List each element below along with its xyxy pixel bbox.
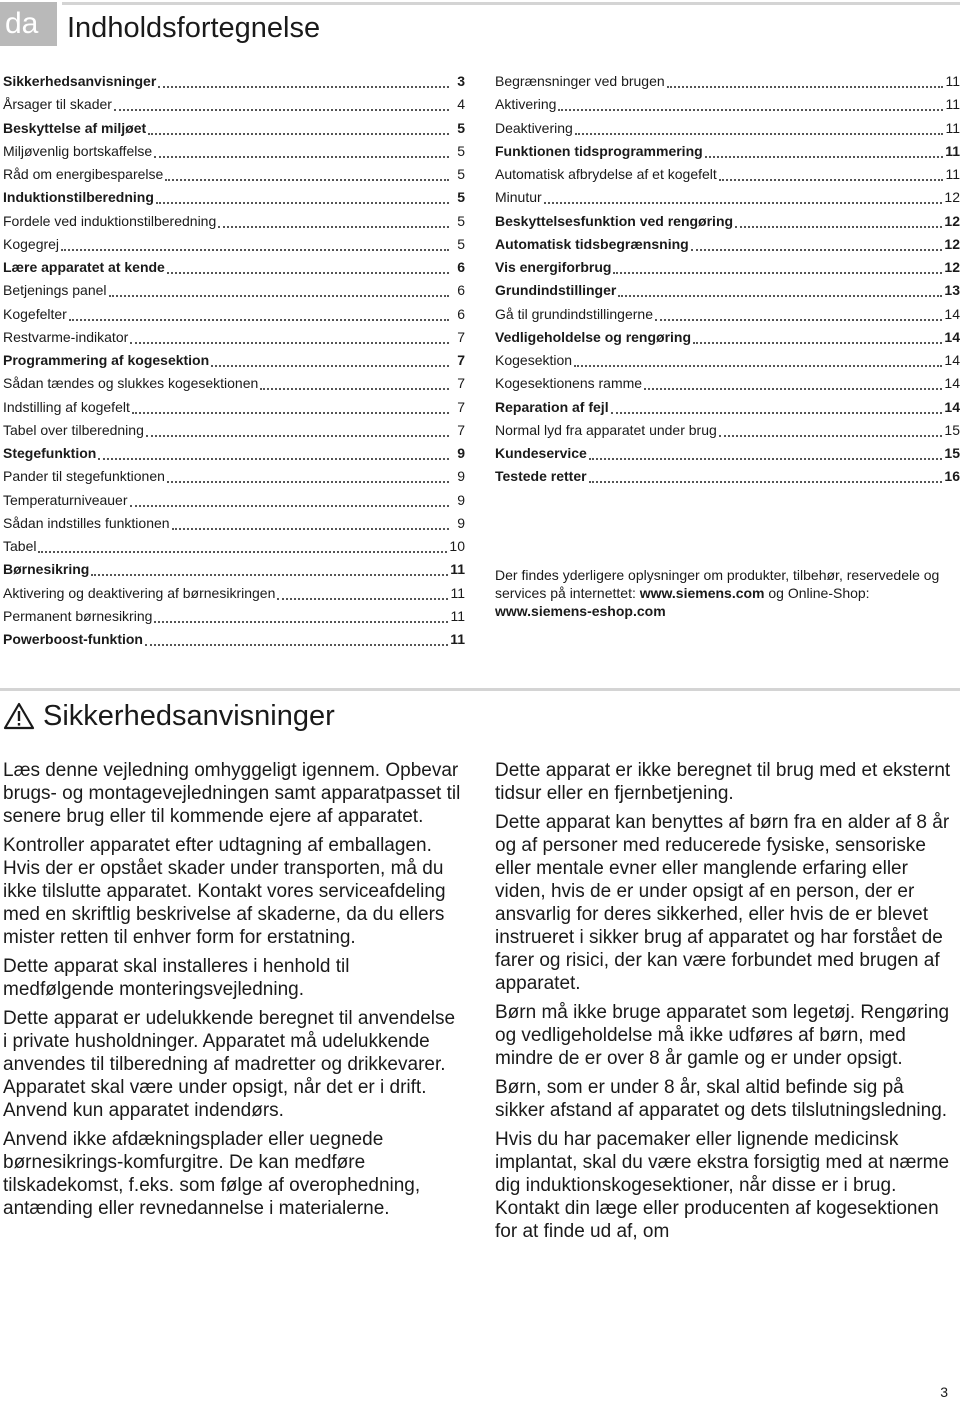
- toc-entry-label: Lære apparatet at kende: [3, 259, 165, 275]
- toc-entry-page: 5: [457, 212, 465, 229]
- toc-entry[interactable]: [495, 208, 960, 231]
- toc-leader-dots: [705, 140, 944, 158]
- toc-entry[interactable]: [3, 91, 465, 114]
- toc-entry-label: Funktionen tidsprogrammering: [495, 142, 703, 159]
- toc-entry-page: 7: [457, 328, 465, 345]
- toc-leader-dots: [130, 326, 449, 344]
- toc-leader-dots: [69, 303, 449, 321]
- toc-left-column: [3, 68, 465, 649]
- toc-leader-dots: [719, 419, 943, 437]
- toc-entry[interactable]: [495, 277, 960, 300]
- toc-entry-label: Beskyttelse af miljøet: [3, 119, 147, 136]
- toc-leader-dots: [130, 489, 449, 507]
- toc-entry-page: 7: [457, 421, 465, 438]
- safety-paragraph: Børn må ikke bruge apparatet som legetøj. Rengøring og vedligeholdelse må ikke udføres af børn, med mindre de er over 8 år gamle og er under opsigt.: [495, 1002, 950, 1069]
- toc-entry[interactable]: [3, 115, 465, 138]
- toc-entry-page: 5: [457, 166, 465, 182]
- toc-entry[interactable]: [495, 394, 960, 417]
- toc-entry-label: Kogesektionens ramme: [495, 375, 643, 392]
- toc-entry-label: Permanent børnesikring: [3, 607, 153, 624]
- toc-entry-page: 13: [944, 282, 960, 299]
- toc-entry-label: Automatisk tidsbegrænsning: [495, 235, 689, 252]
- toc-leader-dots: [172, 512, 449, 530]
- toc-entry-page: 14: [944, 305, 960, 322]
- toc-entry-page: 11: [945, 166, 960, 182]
- toc-entry-label: Aktivering og deaktivering af børnesikringen: [3, 584, 276, 601]
- toc-entry-page: 11: [945, 119, 960, 136]
- toc-entry[interactable]: [3, 487, 465, 510]
- more-info-note: [495, 566, 957, 620]
- toc-entry-label: Tabel: [3, 538, 37, 554]
- toc-entry-label: Stegefunktion: [3, 445, 97, 461]
- toc-entry[interactable]: [495, 347, 960, 370]
- toc-entry[interactable]: [3, 603, 465, 626]
- toc-entry-page: 5: [457, 235, 465, 252]
- toc-entry-label: Aktivering: [495, 96, 557, 113]
- toc-entry[interactable]: [495, 138, 960, 161]
- website-link[interactable]: www.siemens.com: [639, 585, 765, 601]
- toc-entry-label: Testede retter: [495, 468, 587, 485]
- more-info-text-2: og Online-Shop:: [764, 585, 870, 601]
- header-rule: [62, 2, 960, 5]
- toc-leader-dots: [158, 70, 449, 88]
- safety-paragraph: Dette apparat er udelukkende beregnet til anvendelse i private husholdninger. Apparatet må udelukkende anvendes til tilberedning af madretter og drikkevarer. Apparatet skal være under opsigt, når det er i drift. Anvend kun apparatet indendørs.: [3, 1008, 456, 1121]
- toc-entry-label: Temperaturniveauer: [3, 491, 128, 508]
- toc-leader-dots: [719, 163, 944, 181]
- toc-entry-label: Deaktivering: [495, 119, 573, 136]
- toc-leader-dots: [589, 465, 943, 483]
- eshop-link[interactable]: www.siemens-eshop.com: [495, 603, 666, 619]
- toc-leader-dots: [589, 442, 943, 460]
- toc-entry[interactable]: [3, 580, 465, 603]
- toc-entry-page: 7: [457, 398, 465, 415]
- safety-heading: [3, 697, 335, 735]
- toc-entry[interactable]: [495, 301, 960, 324]
- toc-entry[interactable]: [495, 161, 960, 184]
- toc-entry[interactable]: [3, 254, 465, 277]
- toc-entry-page: 5: [457, 189, 465, 206]
- toc-leader-dots: [156, 186, 449, 204]
- safety-paragraph: Dette apparat er ikke beregnet til brug med et eksternt tidsur eller en fjernbetjening.: [495, 760, 951, 804]
- toc-leader-dots: [98, 442, 449, 460]
- toc-entry-label: Årsager til skader: [3, 96, 112, 113]
- toc-entry-label: Kundeservice: [495, 445, 587, 461]
- page-number: 3: [940, 1384, 948, 1400]
- toc-entry-page: 11: [450, 631, 465, 647]
- toc-entry-page: 11: [450, 607, 465, 624]
- toc-entry-label: Minutur: [495, 189, 542, 206]
- toc-entry-label: Børnesikring: [3, 561, 90, 578]
- toc-leader-dots: [691, 233, 943, 251]
- toc-entry[interactable]: [3, 161, 465, 184]
- safety-right-column: [495, 759, 957, 1249]
- toc-entry-label: Tabel over tilberedning: [3, 421, 144, 438]
- toc-entry[interactable]: [3, 417, 465, 440]
- safety-paragraph: Kontroller apparatet efter udtagning af emballagen. Hvis der er opstået skader under transporten, må du ikke tilslutte apparatet. Kontakt vores serviceafdeling med en skriftlig beskrivelse af skaderne, da du ellers mister retten til enhver form for erstatning.: [3, 835, 446, 948]
- toc-entry-label: Råd om energibesparelse: [3, 166, 164, 182]
- toc-entry[interactable]: [495, 417, 960, 440]
- toc-entry-page: 3: [457, 73, 465, 89]
- toc-entry-page: 12: [944, 212, 960, 229]
- toc-leader-dots: [91, 558, 448, 576]
- toc-leader-dots: [618, 279, 942, 297]
- toc-leader-dots: [693, 326, 942, 344]
- toc-entry[interactable]: [495, 370, 960, 393]
- toc-entry-page: 5: [457, 119, 465, 136]
- toc-entry-label: Sådan tændes og slukkes kogesektionen: [3, 375, 259, 392]
- toc-leader-dots: [644, 372, 942, 390]
- toc-entry-page: 6: [457, 305, 465, 322]
- toc-entry[interactable]: [3, 394, 465, 417]
- toc-entry-label: Fordele ved induktionstilberedning: [3, 212, 217, 229]
- toc-entry-page: 11: [450, 584, 465, 601]
- toc-entry-label: Vedligeholdelse og rengøring: [495, 328, 692, 345]
- toc-leader-dots: [165, 163, 449, 181]
- toc-entry-label: Kogegrej: [3, 235, 60, 252]
- toc-entry[interactable]: [495, 115, 960, 138]
- toc-leader-dots: [146, 419, 449, 437]
- toc-entry-page: 11: [945, 73, 960, 89]
- toc-entry-page: 11: [945, 142, 960, 159]
- toc-entry[interactable]: [3, 510, 465, 533]
- safety-paragraph: Hvis du har pacemaker eller lignende medicinsk implantat, skal du være ekstra forsigtig med at nærme dig induktionskogesektioner, når disse er i brug. Kontakt din læge eller producenten af kogesektionen for at finde ud af, om: [495, 1129, 950, 1242]
- toc-entry-page: 5: [457, 142, 465, 159]
- language-badge: da: [0, 2, 57, 46]
- toc-entry[interactable]: [3, 68, 465, 91]
- toc-entry[interactable]: [3, 556, 465, 579]
- toc-entry-page: 12: [944, 189, 960, 206]
- toc-entry-page: 9: [457, 445, 465, 461]
- toc-entry[interactable]: [3, 277, 465, 300]
- toc-entry-label: Normal lyd fra apparatet under brug: [495, 421, 717, 438]
- toc-entry-page: 11: [450, 561, 465, 578]
- toc-leader-dots: [575, 117, 944, 135]
- toc-leader-dots: [611, 396, 943, 414]
- toc-leader-dots: [574, 349, 942, 367]
- safety-paragraph: Anvend ikke afdækningsplader eller uegnede børnesikrings-komfurgitre. De kan medføre tilskadekomst, f.eks. som følge af overophedning, antænding eller revnedannelse i materialerne.: [3, 1129, 421, 1219]
- toc-entry-page: 14: [944, 328, 960, 345]
- toc-entry[interactable]: [495, 440, 960, 463]
- toc-entry-label: Automatisk afbrydelse af et kogefelt: [495, 166, 717, 182]
- toc-entry-page: 7: [457, 352, 465, 368]
- section-rule: [0, 688, 960, 691]
- page-title: Indholdsfortegnelse: [67, 12, 321, 44]
- toc-leader-dots: [613, 256, 942, 274]
- toc-entry-page: 6: [457, 259, 465, 275]
- toc-entry[interactable]: [3, 324, 465, 347]
- toc-entry[interactable]: [3, 138, 465, 161]
- toc-entry[interactable]: [495, 254, 960, 277]
- toc-entry-label: Induktionstilberedning: [3, 189, 154, 206]
- toc-leader-dots: [154, 605, 448, 623]
- toc-entry-page: 10: [449, 538, 465, 554]
- toc-entry[interactable]: [495, 184, 960, 207]
- toc-entry-page: 15: [944, 445, 960, 461]
- toc-entry-page: 12: [944, 259, 960, 275]
- toc-entry-label: Reparation af fejl: [495, 398, 609, 415]
- toc-entry-page: 7: [457, 375, 465, 392]
- toc-leader-dots: [132, 396, 449, 414]
- toc-entry[interactable]: [3, 626, 465, 649]
- toc-leader-dots: [558, 93, 943, 111]
- safety-paragraph: Dette apparat skal installeres i henhold til medfølgende monteringsvejledning.: [3, 956, 350, 1000]
- toc-entry-label: Grundindstillinger: [495, 282, 617, 299]
- toc-leader-dots: [544, 186, 943, 204]
- toc-entry[interactable]: [3, 231, 465, 254]
- toc-right-column: [495, 68, 960, 487]
- toc-entry[interactable]: [3, 184, 465, 207]
- safety-title: Sikkerhedsanvisninger: [43, 700, 335, 732]
- toc-entry[interactable]: [3, 440, 465, 463]
- toc-leader-dots: [277, 582, 448, 600]
- toc-entry-page: 14: [944, 398, 960, 415]
- safety-paragraph: Børn, som er under 8 år, skal altid befinde sig på sikker afstand af apparatet og dets tilslutningsledning.: [495, 1077, 948, 1121]
- toc-entry[interactable]: [3, 370, 465, 393]
- toc-entry-page: 14: [944, 375, 960, 392]
- safety-paragraph: Læs denne vejledning omhyggeligt igennem. Opbevar brugs- og montagevejledningen samt apparatpasset til senere brug eller til kommende ejere af apparatet.: [3, 760, 461, 827]
- toc-entry-page: 11: [945, 96, 960, 113]
- toc-entry[interactable]: [3, 301, 465, 324]
- toc-entry-label: Kogesektion: [495, 352, 573, 368]
- toc-entry-label: Restvarme-indikator: [3, 328, 129, 345]
- toc-entry-label: Pander til stegefunktionen: [3, 468, 165, 485]
- toc-leader-dots: [145, 628, 448, 646]
- toc-entry-label: Programmering af kogesektion: [3, 352, 210, 368]
- toc-leader-dots: [667, 70, 944, 88]
- toc-entry-page: 6: [457, 282, 465, 299]
- toc-entry-page: 9: [457, 468, 465, 485]
- toc-leader-dots: [735, 210, 942, 228]
- toc-leader-dots: [154, 140, 449, 158]
- toc-entry-page: 15: [944, 421, 960, 438]
- toc-entry[interactable]: [3, 533, 465, 556]
- toc-entry[interactable]: [495, 463, 960, 486]
- more-info-text: Der findes yderligere oplysninger om produkter, tilbehør, reservedele og services på internettet:: [495, 567, 940, 601]
- toc-entry-page: 12: [944, 235, 960, 252]
- toc-entry-label: Sikkerhedsanvisninger: [3, 73, 157, 89]
- toc-entry-label: Sådan indstilles funktionen: [3, 514, 170, 531]
- toc-entry-label: Gå til grundindstillingerne: [495, 305, 653, 322]
- toc-entry[interactable]: [3, 463, 465, 486]
- toc-leader-dots: [109, 279, 449, 297]
- safety-left-column: [3, 759, 463, 1226]
- toc-entry-page: 16: [944, 468, 960, 485]
- toc-leader-dots: [38, 535, 447, 553]
- toc-leader-dots: [655, 303, 942, 321]
- toc-entry[interactable]: [3, 347, 465, 370]
- toc-leader-dots: [148, 117, 449, 135]
- safety-paragraph: Dette apparat kan benyttes af børn fra en alder af 8 år og af personer med reducerede fysiske, sensoriske eller mentale evner eller manglende erfaring eller viden, hvis de er under opsigt af en person, der er ansvarlig for deres sikkerhed, eller hvis de er blevet instrueret i sikker brug af apparatet og har forstået de farer og risici, der kan være forbundet med brugen af apparatet.: [495, 812, 950, 994]
- toc-entry-label: Vis energiforbrug: [495, 259, 612, 275]
- toc-leader-dots: [211, 349, 449, 367]
- toc-entry[interactable]: [495, 68, 960, 91]
- toc-entry[interactable]: [495, 91, 960, 114]
- toc-leader-dots: [218, 210, 449, 228]
- toc-leader-dots: [114, 93, 449, 111]
- toc-entry-label: Indstilling af kogefelt: [3, 398, 130, 415]
- toc-entry-label: Miljøvenlig bortskaffelse: [3, 142, 153, 159]
- toc-entry[interactable]: [495, 231, 960, 254]
- toc-leader-dots: [167, 256, 449, 274]
- warning-triangle-icon: [3, 702, 35, 730]
- toc-leader-dots: [61, 233, 449, 251]
- toc-entry-label: Kogefelter: [3, 305, 67, 322]
- toc-entry-page: 9: [457, 514, 465, 531]
- toc-entry-label: Betjenings panel: [3, 282, 107, 299]
- toc-leader-dots: [260, 372, 449, 390]
- toc-entry-page: 9: [457, 491, 465, 508]
- toc-entry[interactable]: [495, 324, 960, 347]
- toc-entry-page: 4: [457, 96, 465, 113]
- toc-leader-dots: [167, 465, 449, 483]
- toc-entry[interactable]: [3, 208, 465, 231]
- toc-entry-page: 14: [944, 352, 960, 368]
- toc-entry-label: Powerboost-funktion: [3, 631, 143, 647]
- toc-entry-label: Beskyttelsesfunktion ved rengøring: [495, 212, 734, 229]
- toc-entry-label: Begrænsninger ved brugen: [495, 73, 665, 89]
